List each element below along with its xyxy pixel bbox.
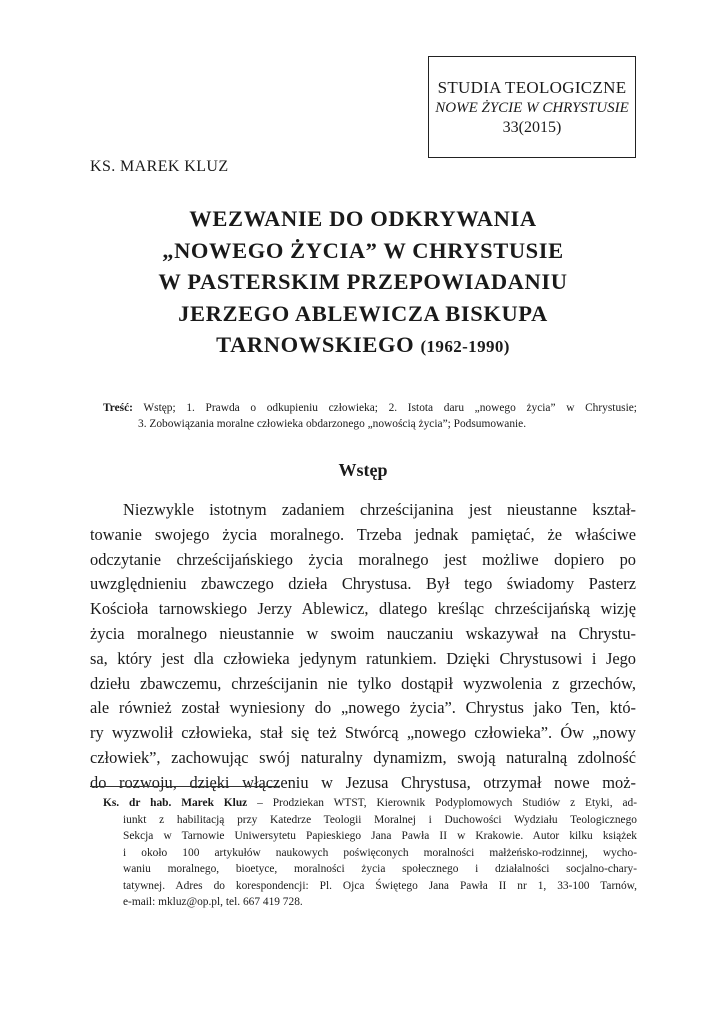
body-paragraph	[90, 498, 636, 796]
title-line-last	[90, 329, 636, 363]
footnote-line: i około 100 artykułów naukowych poświęconych moralności małżeńsko-rodzinnej, wycho-	[123, 846, 637, 859]
body-line: do rozwoju, dzięki włączeniu w Jezusa Chrystusa, otrzymał nowe moż-	[90, 772, 636, 792]
title-line: JERZEGO ABLEWICZA BISKUPA	[178, 300, 548, 326]
author-footnote	[103, 795, 637, 911]
footnote-line: Sekcja w Tarnowie Uniwersytetu Papieskiego Jana Pawła II w Krakowie. Autor kilku książek	[123, 830, 637, 842]
title-line: W PASTERSKIM PRZEPOWIADANIU	[158, 269, 568, 294]
contents-label: Treść:	[103, 402, 133, 414]
footnote-line: tatywnej. Adres do korespondencji: Pl. Ojca Świętego Jana Pawła II nr 1, 33-100 Tarnów,	[123, 879, 637, 892]
table-of-contents	[103, 400, 637, 432]
body-line: ale również został wyniesiony do „nowego życia”. Chrystus jako Ten, któ-	[90, 698, 636, 718]
title-line: WEZWANIE DO ODKRYWANIA	[189, 206, 537, 231]
footnote-line: e-mail: mkluz@op.pl, tel. 667 419 728.	[123, 896, 303, 908]
journal-volume: 33(2015)	[502, 119, 562, 136]
body-line: człowiek”, zachowując swój naturalny dynamizm, swoją naturalną zdolność	[90, 747, 636, 767]
footnote-line: iunkt z habilitacją przy Katedrze Teologii Moralnej i Duchowości Wydziału Teologicznego	[123, 813, 637, 826]
author-name: KS. MAREK KLUZ	[90, 158, 229, 175]
title-years: (1962-1990)	[420, 337, 510, 356]
journal-name: STUDIA TEOLOGICZNE	[437, 78, 627, 97]
footnote-line	[103, 795, 637, 812]
footnote-first-text: – Prodziekan WTST, Kierownik Podyplomowych Studiów z Etyki, ad-	[247, 797, 638, 809]
contents-line-1	[103, 400, 637, 416]
footnote-line: waniu moralnego, bioetyce, moralności życia społecznego i działalności socjalno-chary-	[123, 863, 637, 875]
contents-line-1-text: Wstęp; 1. Prawda o odkupieniu człowieka; 2. Istota daru „nowego życia” w Chrystusie;	[143, 402, 637, 414]
body-line: życia moralnego nieustannie w swoim nauczaniu wskazywał na Chrystu-	[90, 623, 636, 643]
title-last-word: TARNOWSKIEGO	[216, 332, 415, 357]
body-line: towanie swojego życia moralnego. Trzeba jednak pamiętać, że właściwe	[90, 524, 636, 544]
journal-info-box	[428, 56, 636, 158]
body-line: odczytanie chrześcijańskiego życia moralnego jest możliwe dopiero po	[90, 549, 636, 569]
body-line: sa, który jest dla człowieka jedynym ratunkiem. Dzięki Chrystusowi i Jego	[90, 648, 636, 668]
body-line: ry wyzwolił człowieka, stał się też Stwórcą „nowego człowieka”. Ów „nowy	[90, 723, 636, 743]
section-heading: Wstęp	[338, 460, 388, 480]
footnote-divider	[90, 786, 280, 787]
journal-subtitle: NOWE ŻYCIE W CHRYSTUSIE	[435, 100, 629, 116]
body-line: uwzględnieniu zbawczego dzieła Chrystusa. Był tego świadomy Pasterz	[90, 574, 636, 594]
body-line: Kościoła tarnowskiego Jerzy Ablewicz, dlatego kreśląc chrześcijańską wizję	[90, 599, 636, 619]
article-title	[90, 203, 636, 363]
body-line: Niezwykle istotnym zadaniem chrześcijanina jest nieustanne kształ-	[123, 500, 636, 519]
contents-line-2: 3. Zobowiązania moralne człowieka obdarzonego „nowością życia”; Podsumowanie.	[138, 418, 527, 430]
body-line: dziełu zbawczemu, chrześcijanin nie tylko dostąpił wyzwolenia z grzechów,	[90, 673, 636, 693]
footnote-author: Ks. dr hab. Marek Kluz	[103, 797, 248, 809]
title-line: „NOWEGO ŻYCIA” W CHRYSTUSIE	[162, 237, 564, 263]
